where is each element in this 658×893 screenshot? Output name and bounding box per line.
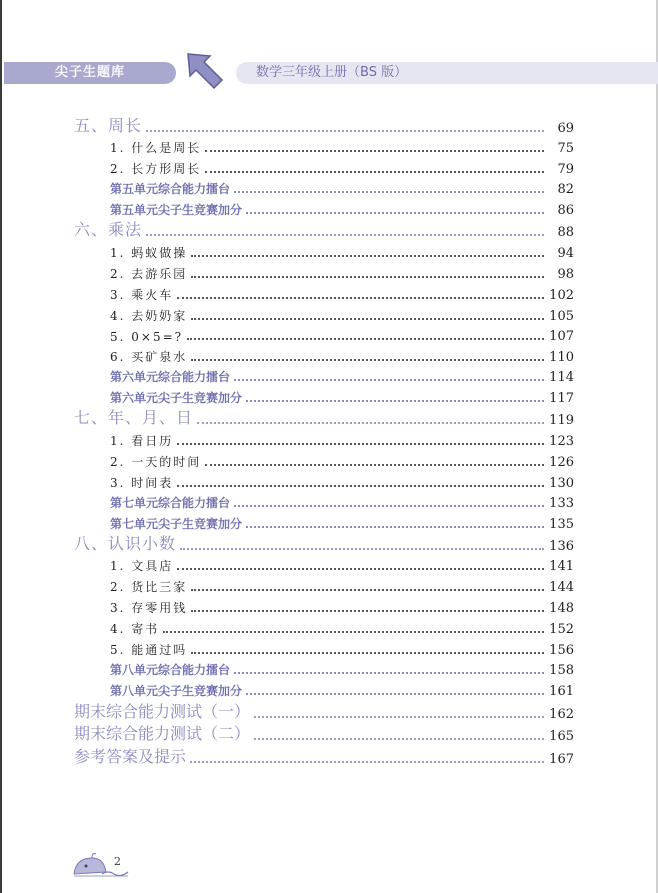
toc-entry-page: 133: [549, 496, 574, 511]
toc-entry-label: 1. 蚂蚁做操: [110, 246, 188, 260]
dot-leader: [246, 692, 544, 695]
toc-entry-page: 161: [549, 684, 574, 699]
dot-leader: [191, 254, 544, 257]
toc-entry-page: 135: [549, 517, 574, 532]
toc-entry-label: 第七单元综合能力擂台: [110, 496, 231, 510]
toc-entry-section: [110, 452, 574, 470]
toc-entry-label: 1. 看日历: [110, 434, 174, 448]
dot-leader: [146, 129, 544, 132]
toc-entry-page: 69: [557, 121, 574, 136]
toc-entry-label: 5. 0×5=?: [110, 330, 184, 344]
toc-entry-label: 2. 去游乐园: [110, 267, 188, 281]
toc-entry-page: 94: [557, 246, 574, 261]
dot-leader: [205, 149, 544, 152]
toc-entry-section: [110, 138, 574, 156]
toc-entry-page: 86: [557, 203, 574, 218]
toc-entry-section: [110, 285, 574, 303]
toc-entry-page: 130: [549, 476, 574, 491]
toc-entry-page: 105: [549, 309, 574, 324]
dot-leader: [177, 484, 544, 487]
toc-entry-special: [110, 388, 574, 406]
dot-leader: [191, 588, 544, 591]
toc-entry-label: 3. 存零用钱: [110, 601, 188, 615]
toc-entry-page: 162: [549, 707, 574, 722]
toc-entry-page: 126: [549, 455, 574, 470]
toc-entry-section: [110, 264, 574, 282]
toc-entry-page: 79: [557, 162, 574, 177]
toc-entry-page: 75: [557, 141, 574, 156]
toc-entry-page: 144: [549, 580, 574, 595]
toc-entry-special: [110, 493, 574, 511]
toc-entry-section: [110, 243, 574, 261]
toc-entry-page: 102: [549, 288, 574, 303]
toc-entry-special: [110, 200, 574, 218]
dot-leader: [191, 358, 544, 361]
dot-leader: [234, 504, 544, 507]
toc-entry-final: [74, 747, 574, 767]
brand-tab: 尖子生题库: [4, 62, 176, 84]
toc-entry-page: 156: [549, 643, 574, 658]
dot-leader: [234, 190, 544, 193]
toc-entry-special: [110, 514, 574, 532]
dot-leader: [146, 233, 544, 236]
dot-leader: [190, 760, 544, 763]
toc-entry-page: 167: [549, 752, 574, 767]
whale-mascot-icon: [72, 850, 130, 878]
toc-entry-page: 141: [549, 559, 574, 574]
toc-entry-label: 3. 时间表: [110, 476, 174, 490]
dot-leader: [234, 378, 544, 381]
toc-entry-label: 第五单元尖子生竞赛加分: [110, 203, 243, 217]
dot-leader: [246, 399, 544, 402]
dot-leader: [177, 442, 544, 445]
dot-leader: [254, 737, 544, 740]
dot-leader: [177, 567, 544, 570]
toc-entry-section: [110, 306, 574, 324]
dot-leader: [246, 211, 544, 214]
dot-leader: [191, 275, 544, 278]
toc-entry-label: 五、周长: [74, 116, 143, 135]
toc-entry-label: 4. 去奶奶家: [110, 309, 188, 323]
toc-entry-page: 88: [557, 225, 574, 240]
dot-leader: [163, 630, 544, 633]
page-left-edge: [0, 0, 2, 893]
toc-entry-section: [110, 577, 574, 595]
dot-leader: [205, 170, 544, 173]
toc-entry-section: [110, 326, 574, 344]
toc-entry-label: 第八单元尖子生竞赛加分: [110, 684, 243, 698]
dot-leader: [246, 525, 544, 528]
toc-entry-page: 119: [549, 413, 574, 428]
toc-entry-page: 110: [549, 350, 574, 365]
toc-entry-label: 六、乘法: [74, 220, 143, 239]
toc-entry-page: 98: [557, 267, 574, 282]
toc-entry-section: [110, 473, 574, 491]
toc-entry-page: 123: [549, 434, 574, 449]
toc-entry-section: [110, 431, 574, 449]
dot-leader: [234, 671, 544, 674]
toc-entry-label: 第六单元综合能力擂台: [110, 370, 231, 384]
toc-entry-section: [110, 347, 574, 365]
toc-entry-chapter: [74, 220, 574, 240]
toc-entry-label: 3. 乘火车: [110, 288, 174, 302]
toc-entry-chapter: [74, 408, 574, 428]
toc-entry-section: [110, 619, 574, 637]
toc-entry-page: 114: [549, 370, 574, 385]
toc-entry-label: 七、年、月、日: [74, 408, 194, 427]
toc-entry-page: 82: [557, 182, 574, 197]
toc-entry-special: [110, 179, 574, 197]
toc-entry-label: 第七单元尖子生竞赛加分: [110, 517, 243, 531]
toc-entry-label: 第八单元综合能力擂台: [110, 663, 231, 677]
dot-leader: [180, 547, 544, 550]
toc-entry-chapter: [74, 534, 574, 554]
dot-leader: [177, 296, 544, 299]
toc-entry-label: 1. 文具店: [110, 559, 174, 573]
toc-entry-label: 6. 买矿泉水: [110, 350, 188, 364]
dot-leader: [191, 651, 544, 654]
page-number: 2: [114, 855, 121, 868]
toc-entry-label: 期末综合能力测试（一）: [74, 702, 251, 721]
dot-leader: [187, 337, 544, 340]
toc-entry-chapter: [74, 116, 574, 136]
toc-entry-page: 107: [549, 329, 574, 344]
toc-entry-label: 1. 什么是周长: [110, 141, 202, 155]
toc-entry-label: 4. 寄书: [110, 622, 160, 636]
dot-leader: [191, 609, 544, 612]
dot-leader: [191, 317, 544, 320]
toc-entry-label: 期末综合能力测试（二）: [74, 724, 251, 743]
toc-entry-section: [110, 556, 574, 574]
toc-entry-section: [110, 598, 574, 616]
toc-entry-label: 5. 能通过吗: [110, 643, 188, 657]
dot-leader: [205, 463, 544, 466]
toc-entry-label: 2. 货比三家: [110, 580, 188, 594]
toc-entry-label: 参考答案及提示: [74, 747, 187, 766]
toc-entry-special: [110, 367, 574, 385]
toc-entry-label: 第六单元尖子生竞赛加分: [110, 391, 243, 405]
toc-entry-label: 八、认识小数: [74, 534, 177, 553]
toc-entry-section: [110, 159, 574, 177]
dot-leader: [254, 715, 544, 718]
dot-leader: [197, 421, 544, 424]
toc-entry-final: [74, 724, 574, 744]
toc-entry-label: 2. 一天的时间: [110, 455, 202, 469]
toc-entry-page: 117: [549, 391, 574, 406]
toc-entry-label: 第五单元综合能力擂台: [110, 182, 231, 196]
toc-entry-label: 2. 长方形周长: [110, 162, 202, 176]
toc-entry-section: [110, 640, 574, 658]
toc-entry-special: [110, 681, 574, 699]
toc-entry-page: 165: [549, 729, 574, 744]
toc-entry-final: [74, 702, 574, 722]
toc-entry-page: 148: [549, 601, 574, 616]
toc-entry-page: 158: [549, 663, 574, 678]
toc-entry-page: 152: [549, 622, 574, 637]
toc-entry-special: [110, 660, 574, 678]
arrow-up-left-icon: [184, 50, 226, 92]
toc-entry-page: 136: [549, 539, 574, 554]
book-title-bar: 数学三年级上册（BS 版）: [236, 62, 658, 84]
